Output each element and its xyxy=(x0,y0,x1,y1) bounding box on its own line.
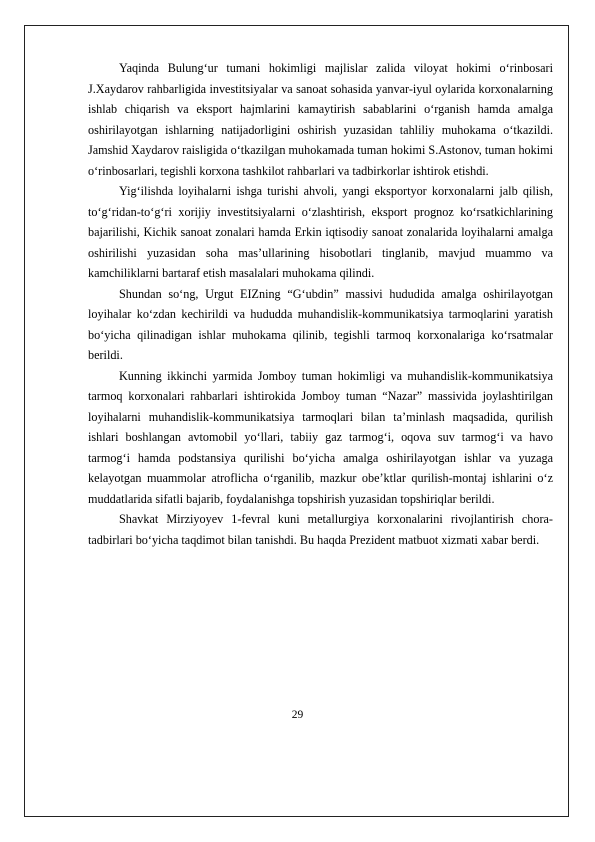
paragraph-4: Kunning ikkinchi yarmida Jomboy tuman hokimligi va muhandislik-kommunikatsiya tarmoq korxonalari rahbarlari ishtirokida Jomboy tuman “Nazar” massivida joylashtirilgan loyihalarni muhandislik-kommunikatsiya tarmoqlari bilan ta’minlash maqsadida, qurilish ishlari boshlangan avtomobil yoʻllari, tabiiy gaz tarmogʻi, oqova suv tarmogʻi va havo tarmogʻi hamda podstansiya qurilishi boʻyicha amalga oshirilayotgan ishlar va yuzaga kelayotgan muammolar atroflicha oʻrganilib, mazkur obe’ktlar qurilish-montaj ishlarini oʻz muddatlarida sifatli bajarib, foydalanishga topshirish yuzasidan topshiriqlar berildi. xyxy=(88,368,553,506)
paragraph-3: Shundan soʻng, Urgut EIZning “Gʻubdin” massivi hududida amalga oshirilayotgan loyihalar koʻzdan kechirildi va hududda muhandislik-kommunikatsiya tarmoqlarini yaratish boʻyicha qilinadigan ishlar muhokama qilinib, tegishli tarmoq korxonalariga koʻrsatmalar berildi. xyxy=(88,286,553,362)
document-body xyxy=(88,58,553,550)
page-number: 29 xyxy=(291,709,304,721)
paragraph-5: Shavkat Mirziyoyev 1-fevral kuni metallurgiya korxonalarini rivojlantirish chora-tadbirlari boʻyicha taqdimot bilan tanishdi. Bu haqda Prezident matbuot xizmati xabar berdi. xyxy=(88,512,553,547)
paragraph-2: Yigʻilishda loyihalarni ishga turishi ahvoli, yangi eksportyor korxonalarni jalb qilish, toʻgʻridan-toʻgʻri xorijiy investitsiyalarni oʻzlashtirish, eksport prognoz koʻrsatkichlarining bajarilishi, Kichik sanoat zonalari hamda Erkin iqtisodiy sanoat zonalarida loyihalarni amalga oshirilishi yuzasidan soha mas’ullarining hisobotlari tinglanib, mavjud muammo va kamchiliklarni bartaraf etish masalalari muhokama qilindi. xyxy=(88,184,553,280)
paragraph-1: Yaqinda Bulungʻur tumani hokimligi majlislar zalida viloyat hokimi oʻrinbosari J.Xaydarov rahbarligida investitsiyalar va sanoat sohasida yanvar-iyul oylarida korxonalarning ishlab chiqarish va eksport hajmlarini kamaytirish sabablarini oʻrganish hamda amalga oshirilayotgan ishlarning natijadorligini oshirish yuzasidan tahliliy muhokama oʻtkazildi. Jamshid Xaydarov raisligida oʻtkazilgan muhokamada tuman hokimi S.Astonov, tuman hokimi oʻrinbosarlari, tegishli korxona tashkilot rahbarlari va tadbirkorlar ishtirok etishdi. xyxy=(88,61,553,178)
